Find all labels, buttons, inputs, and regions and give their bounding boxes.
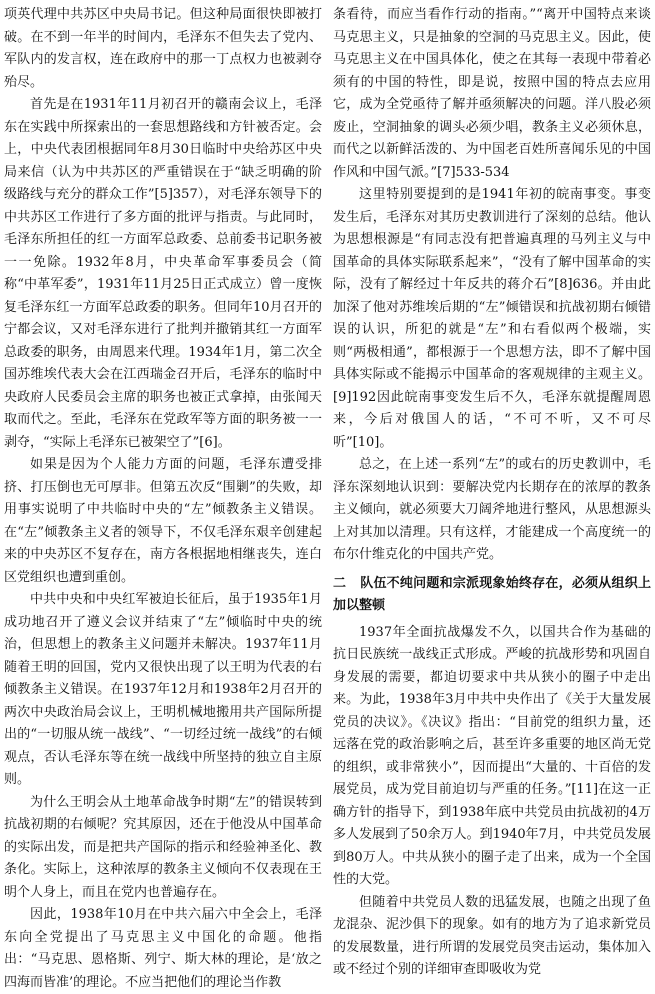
section-heading	[333, 573, 651, 618]
continued-paragraph: 项英代理中共苏区中央局书记。但这种局面很快即被打破。在不到一年半的时间内，毛泽东不但失去了党内、军队内的发言权，连在政府中的那一丁点权力也被剥夺殆尽。	[4, 7, 322, 90]
section-title: 队伍不纯问题和宗派现象始终存在，必须从组织上加以整顿	[333, 575, 651, 613]
right-column	[333, 4, 651, 977]
paragraph: 如果是因为个人能力方面的问题，毛泽东遭受排挤、打压倒也无可厚非。但第五次反“围剿”的失败，却用事实说明了中共临时中央的“左”倾教条主义错误。在“左”倾教条主义者的领导下，不仅毛泽东艰辛创建起来的中央苏区不复存在，南方各根据地相继丧失，连白区党组织也遭到重创。	[4, 457, 322, 585]
left-column	[4, 4, 322, 990]
paragraph: 1937年全面抗战爆发不久，以国共合作为基础的抗日民族统一战线正式形成。严峻的抗战形势和巩固自身发展的需要，都迫切要求中共从狭小的圈子中走出来。为此，1938年3月中共中央作出了《关于大量发展党员的决议》。《决议》指出：“目前党的组织力量，还远落在党的政治影响之后，甚至许多重要的地区尚无党的组织，或非常狭小”，因而提出“大量的、十百倍的发展党员，成为党目前迫切与严重的任务。”[11]在这一正确方针的指导下，到1938年底中共党员由抗战初的4万多人发展到了50余万人。到1940年7月，中共党员发展到80万人。中共从狭小的圈子走了出来，成为一个全国性的大党。	[333, 624, 651, 887]
paragraph: 为什么王明会从土地革命战争时期“左”的错误转到抗战初期的右倾呢？究其原因，还在于他没从中国革命的实际出发，而是把共产国际的指示和经验神圣化、教条化。实际上，这种浓厚的教条主义倾向不仅表现在王明个人身上，而且在党内也普遍存在。	[4, 794, 322, 900]
column-gutter	[322, 4, 333, 945]
paragraph: 首先是在1931年11月初召开的赣南会议上，毛泽东在实践中所探索出的一套思想路线和方针被否定。会上，中央代表团根据同年8月30日临时中央给苏区中央局来信（认为中共苏区的严重错误在于“缺乏明确的阶级路线与充分的群众工作”[5]357），对毛泽东领导下的中共苏区工作进行了多方面的批评与指责。与此同时，毛泽东所担任的红一方面军总政委、总前委书记职务被一一免除。1932年8月，中央革命军事委员会（简称“中革军委”，1931年11月25日正式成立）曾一度恢复毛泽东红一方面军总政委的职务。但同年10月召开的宁都会议，又对毛泽东进行了批判并撤销其红一方面军总政委的职务，由周恩来代理。1934年1月，第二次全国苏维埃代表大会在江西瑞金召开后，毛泽东的临时中央政府人民委员会主席的职务也被正式拿掉，由张闻天取而代之。至此，毛泽东在党政军等方面的职务被一一剥夺，“实际上毛泽东已被架空了”[6]。	[4, 97, 322, 450]
paragraph: 中共中央和中央红军被迫长征后，虽于1935年1月成功地召开了遵义会议并结束了“左”倾临时中央的统治，但思想上的教条主义问题并未解决。1937年11月随着王明的回国，党内又很快出现了以王明为代表的右倾教条主义错误。在1937年12月和1938年2月召开的两次中央政治局会议上，王明机械地搬用共产国际所提出的“一切服从统一战线”、“一切经过统一战线”的右倾观点，否认毛泽东等在统一战线中所坚持的独立自主原则。	[4, 592, 322, 787]
paragraph: 总之，在上述一系列“左”的或右的历史教训中，毛泽东深刻地认识到：要解决党内长期存在的浓厚的教条主义倾向，就必须要大刀阔斧地进行整风，从思想源头上对其加以清理。只有这样，才能建成一个高度统一的布尔什维克化的中国共产党。	[333, 457, 651, 562]
paragraph: 但随着中共党员人数的迅猛发展，也随之出现了鱼龙混杂、泥沙俱下的现象。如有的地方为了追求新党员的发展数量，进行所谓的发展党员突击运动，集体加入或不经过个别的详细审查即吸收为党	[333, 894, 651, 977]
section-number: 二	[333, 575, 347, 591]
continued-paragraph: 条看待，而应当看作行动的指南。”“离开中国特点来谈马克思主义，只是抽象的空洞的马克思主义。因此，使马克思主义在中国具体化，使之在其每一表现中带着必须有的中国的特性，即是说，按照中国的特点去应用它，成为全党亟待了解并亟须解决的问题。洋八股必须废止，空洞抽象的调头必须少唱，教条主义必须休息，而代之以新鲜活泼的、为中国老百姓所喜闻乐见的中国作风和中国气派。”[7]533-534	[333, 7, 651, 180]
paragraph: 因此，1938年10月在中共六届六中全会上，毛泽东向全党提出了马克思主义中国化的命题。他指出：“马克思、恩格斯、列宁、斯大林的理论，是‘放之四海而皆准’的理论。不应当把他们的理论当作教	[4, 907, 322, 990]
paragraph: 这里特别要提到的是1941年初的皖南事变。事变发生后，毛泽东对其历史教训进行了深刻的总结。他认为思想根源是“有同志没有把普遍真理的马列主义与中国革命的具体实际联系起来”，“没有了解中国革命的实际，没有了解经过十年反共的蒋介石”[8]636。并由此加深了他对苏维埃后期的“左”倾错误和抗战初期右倾错误的认识，所犯的就是“左”和右看似两个极端，实则“两极相通”，都根源于一个思想方法，即不了解中国具体实际或不能揭示中国革命的客观规律的主观主义。[9]192因此皖南事变发生后不久，毛泽东就提醒周恩来，今后对俄国人的话，“不可不听，又不可尽听”[10]。	[333, 187, 651, 450]
